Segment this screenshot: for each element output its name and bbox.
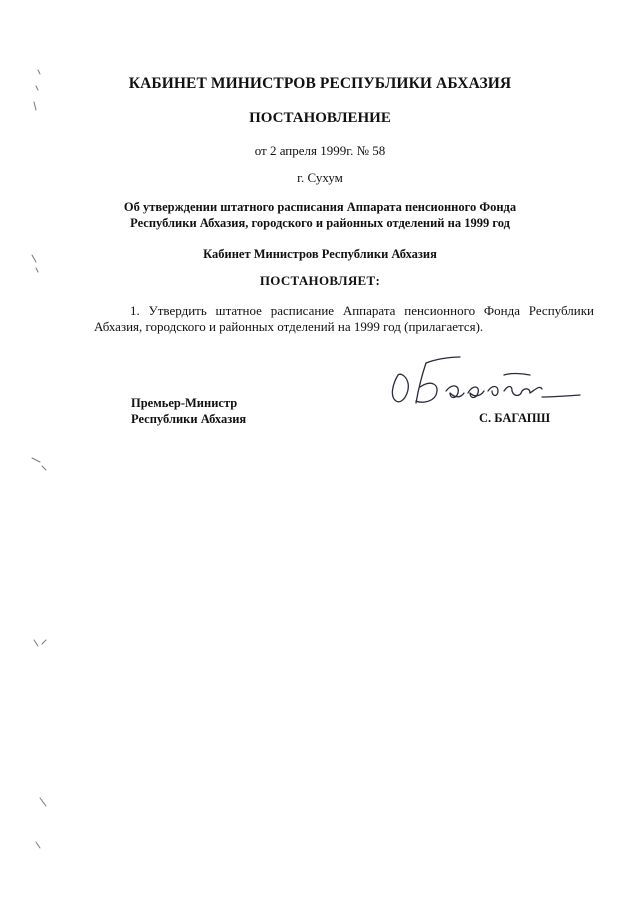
position-line: Премьер-Министр [131,396,238,410]
document-subject [0,199,640,231]
document-type: ПОСТАНОВЛЕНИЕ [249,110,391,126]
clause-1: 1. Утвердить штатное расписание Аппарата пенсионного Фонда Республики Абхазия, городского и районных отделений на 1999 год (прилагается). [94,303,594,334]
city: г. Сухум [297,170,343,185]
date-and-number: от 2 апреля 1999г. № 58 [254,143,386,158]
issuing-authority: Кабинет Министров Республики Абхазия [203,247,437,261]
handwritten-signature [380,345,590,415]
decree-heading: ПОСТАНОВЛЯЕТ: [259,273,381,288]
signatory-name: С. БАГАПШ [479,411,551,425]
signatory-position [131,396,246,427]
issuer-header: КАБИНЕТ МИНИСТРОВ РЕСПУБЛИКИ АБХАЗИЯ [128,75,512,92]
position-line: Республики Абхазия [131,411,247,426]
subject-line: Об утверждении штатного расписания Аппарата пенсионного Фонда [123,200,517,214]
subject-line: Республики Абхазия, городского и районных отделений на 1999 год [130,216,510,230]
